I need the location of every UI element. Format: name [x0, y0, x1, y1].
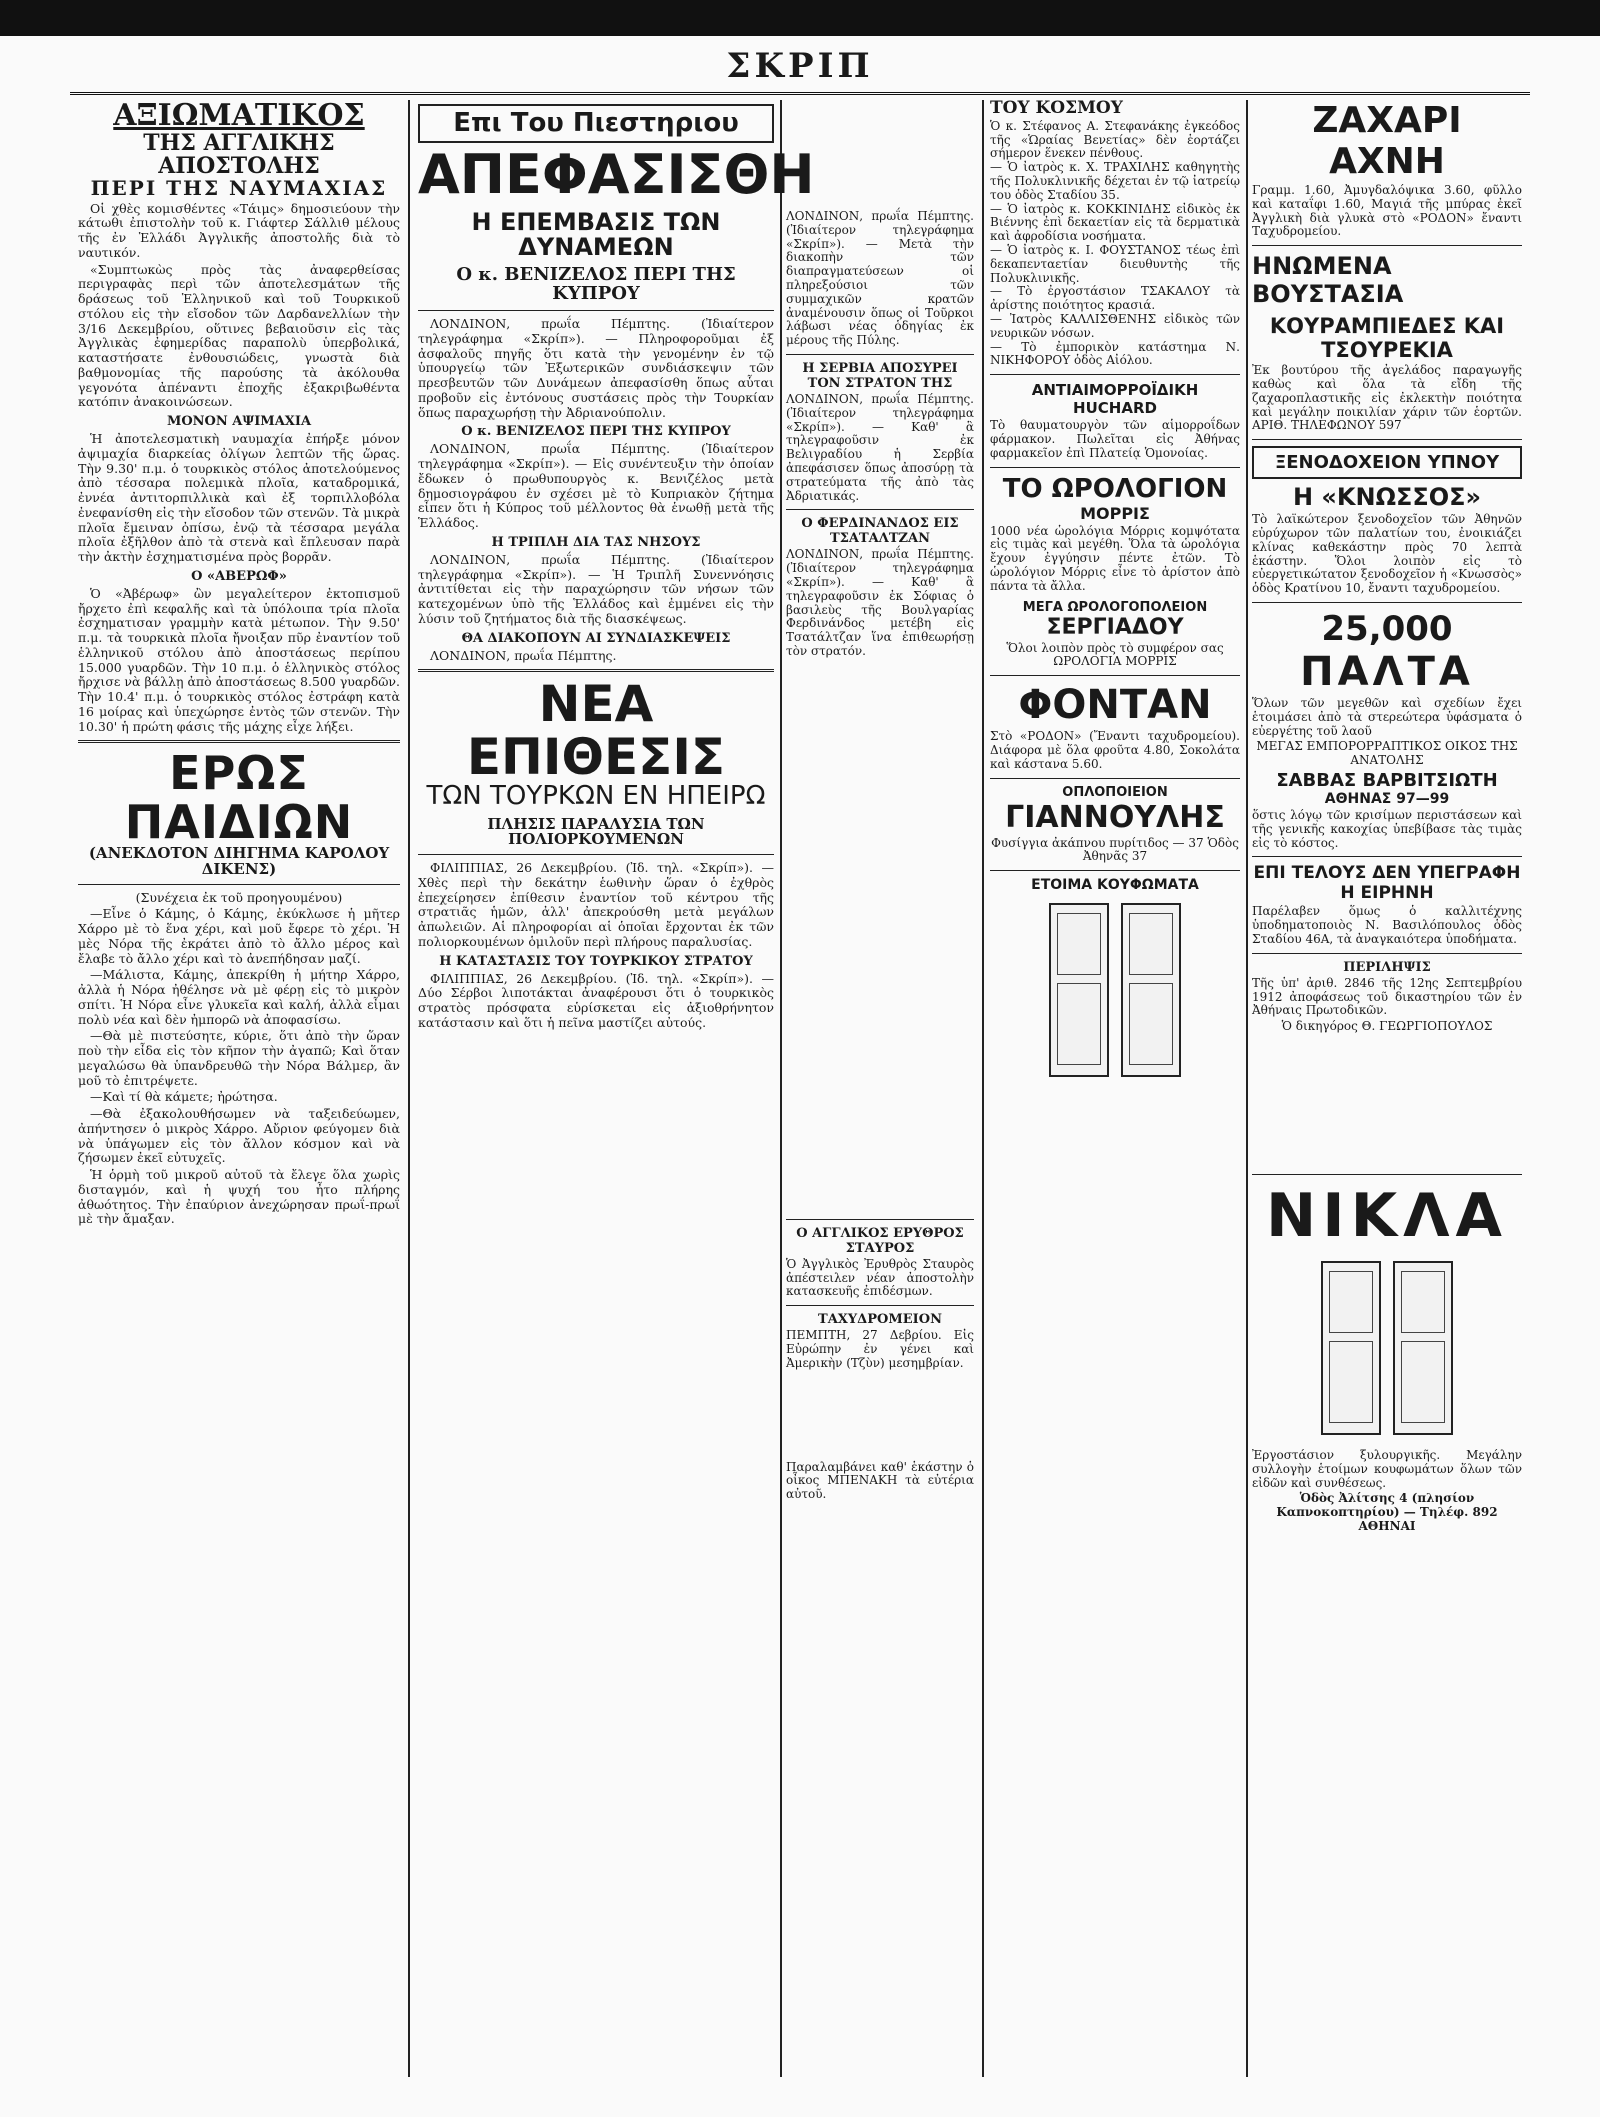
ad-coats-address: ΑΘΗΝΑΣ 97—99 [1324, 790, 1450, 807]
subheading: Η ΚΑΤΑΣΤΑΣΙΣ ΤΟΥ ΤΟΥΡΚΙΚΟΥ ΣΤΡΑΤΟΥ [439, 953, 753, 969]
ad-dairy-title: ΗΝΩΜΕΝΑ ΒΟΥΣΤΑΣΙΑ [1252, 252, 1404, 309]
headline-venizelos: Ο κ. ΒΕΝΙΖΕΛΟΣ ΠΕΡΙ ΤΗΣ ΚΥΠΡΟΥ [456, 264, 736, 305]
press-banner [418, 104, 774, 143]
article-body [78, 202, 400, 411]
headline-turks-epirus: ΤΩΝ ΤΟΥΡΚΩΝ ΕΝ ΗΠΕΙΡΩ [426, 781, 766, 812]
paragraph: — Ὁ ἰατρὸς κ. Ι. ΦΟΥΣΤΑΝΟΣ τέως ἐπὶ δεκαπενταετίαν διευθυντὴς τῆς Πολυκλινικῆς. [990, 243, 1240, 285]
headline-intervention: Η ΕΠΕΜΒΑΣΙΣ ΤΩΝ ΔΥΝΑΜΕΩΝ [471, 207, 721, 262]
column-rule [1246, 100, 1248, 2077]
ad-shoes-text: Παρέλαβεν ὅμως ὁ καλλιτέχνης ὑποδηματοποιὸς Ν. Βασιλόπουλος ὁδὸς Σταδίου 46Α, τὰ ἀναγκαιότερα ὑποδήματα. [1252, 904, 1522, 946]
paragraph: —Θὰ μὲ πιστεύσητε, κύριε, ὅτι ἀπὸ τὴν ὥραν ποὺ τὴν εἶδα εἰς τὸν κῆπον τὴν ἀγαπῶ; Καὶ ὅταν μεγαλώσω θὰ ὑπανδρευθῶ τὴν Νόρα Βάλμερ, ἂν μοῦ τὸ ἐπιτρέψετε. [78, 1028, 400, 1088]
divider [1252, 1174, 1522, 1175]
ad-nikla-address: Ὁδὸς Ἀλίτσης 4 (πλησίον Καπνοκοπτηρίου) — Τηλέφ. 892 ΑΘΗΝΑΙ [1276, 1491, 1498, 1533]
article-body [786, 393, 974, 503]
divider [990, 675, 1240, 676]
paragraph: ΛΟΝΔΙΝΟΝ, πρωΐα Πέμπτης. (Ἰδιαίτερον τηλεγράφημα «Σκρίπ»). — Καθ' ἃ τηλεγραφοῦσιν ἐκ Βελιγραδίου ἡ Σερβία ἀπεφάσισεν ὅπως ἀποσύρῃ τὰ στρατεύματα τῆς ἀπὸ τὰς Ἀδριατικάς. [786, 391, 974, 503]
divider [78, 884, 400, 885]
divider [1252, 439, 1522, 440]
divider [1252, 856, 1522, 857]
paragraph: —Εἶνε ὁ Κάμης, ὁ Κάμης, ἐκύκλωσε ἡ μῆτερ Χάρρο μὲ τὸ ἕνα χέρι, καὶ μοῦ ἔφερε τὸ χέρι. Ἡ μὲς Νόρα τῆς ἐκράτει ἀπὸ τὸ ἄλλο μέρος καὶ ἔλαβε τὸ ἄλλο χέρι καὶ τὸ ἀνεπήδησαν μαζί. [78, 906, 400, 966]
divider [990, 374, 1240, 375]
divider [1252, 245, 1522, 246]
column-rule [780, 100, 782, 2077]
column-3 [786, 100, 974, 2077]
paragraph: Ὁ Ἀγγλικὸς Ἐρυθρὸς Σταυρὸς ἀπέστειλεν νέαν ἀποστολὴν κατασκευῆς ἐπιδέσμων. [786, 1256, 974, 1299]
subheading: Ο κ. ΒΕΝΙΖΕΛΟΣ ΠΕΡΙ ΤΗΣ ΚΥΠΡΟΥ [461, 424, 731, 440]
paragraph: — Ὁ ἰατρὸς κ. ΚΟΚΚΙΝΙΔΗΣ εἰδικὸς ἐκ Βιέννης ἐπὶ δεκαετίαν εἰς τὰ δερματικὰ καὶ ἀφροδίσια νοσήματα. [990, 201, 1240, 244]
article-body [78, 587, 400, 735]
paragraph: — Ἰατρὸς ΚΑΛΛΙΣΘΕΝΗΣ εἰδικὸς τῶν νευρικῶν νόσων. [990, 312, 1240, 340]
headline-paralysis: ΠΛΗΣΙΣ ΠΑΡΑΛΥΣΙΑ ΤΩΝ ΠΟΛΙΟΡΚΟΥΜΕΝΩΝ [487, 814, 705, 849]
divider [990, 870, 1240, 871]
divider [990, 778, 1240, 779]
subheading: ΤΑΧΥΔΡΟΜΕΙΟΝ [818, 1312, 942, 1328]
ad-nikla-title: ΝΙΚΛΑ [1266, 1180, 1508, 1251]
article-body [786, 1258, 974, 1299]
story-subtitle: (ΑΝΕΚΔΟΤΟΝ ΔΙΗΓΗΜΑ ΚΑΡΟΛΟΥ ΔΙΚΕΝΣ) [88, 844, 390, 878]
divider [418, 669, 774, 672]
article-body [418, 553, 774, 627]
article-body [418, 442, 774, 531]
article-body [786, 210, 974, 348]
paragraph: Ὁ κ. Στέφανος Α. Στεφανάκης ἐγκεόδος τῆς «Ὡραίας Βενετίας» δὲν ἑορτάζει σήμερον ἕνεκεν πένθους. [990, 118, 1240, 161]
divider [786, 1305, 974, 1306]
headline-new-attack: ΝΕΑ ΕΠΙΘΕΣΙΣ [466, 675, 726, 786]
ad-dairy-text: Ἐκ βουτύρου τῆς ἀγελάδος παραγωγῆς καθὼς καὶ ὅλα τὰ εἴδη τῆς ζαχαροπλαστικῆς εἰς ἐκλεκτὴν ποιότητα καὶ μεγάλην ποικιλίαν χάριν τῶν ἑορτῶν. ΑΡΙΘ. ΤΗΛΕΦΩΝΟΥ 597 [1252, 363, 1522, 433]
ad-watchshop-text: Ὅλοι λοιπὸν πρὸς τὸ συμφέρον σας ΩΡΟΛΟΓΙΑ ΜΟΡΡΙΣ [1006, 640, 1224, 669]
column-2 [418, 100, 815, 2077]
paragraph: Ἡ ἀποτελεσματικὴ ναυμαχία ἐπήρξε μόνον ἀψιμαχία διαρκείας ὀλίγων λεπτῶν τῆς ὥρας. Τὴν 9.30' π.μ. ὁ τουρκικὸς στόλος ἀποτελούμενος ἀπὸ τέσσαρα πολεμικὰ πλοῖα, καταδρομικά, ἐννέα ἀντιτορπιλλικὰ καὶ ἐξ τορπιλλοβόλα ἐνεφανίσθη εἰς τὴν εἴσοδον τῶν στενῶν. Τὰ μικρὰ πλοῖα ἔμειναν ὀπίσω, ἐνῷ τὰ τέσσαρα μεγάλα πλοῖα ἐξῆλθον ἀπὸ τὰ στενὰ καὶ ἔπλευσαν παρὰ τὴν ἀκτὴν ἐσχηματισμένα πρὸς βορρᾶν. [78, 431, 400, 565]
door-illustration [1049, 903, 1109, 1077]
paragraph: ΛΟΝΔΙΝΟΝ, πρωΐα Πέμπτης. (Ἰδιαίτερον τηλεγράφημα «Σκρίπ»). — Καθ' ἃ τηλεγραφοῦσιν ἐκ Σόφιας ὁ βασιλεὺς τῆς Βουλγαρίας Φερδινάνδος μετέβη εἰς Τσατάλτζαν ἵνα ἐπιθεωρήσῃ τὸν στρατόν. [786, 547, 974, 658]
paragraph: Παραλαμβάνει καθ' ἑκάστην ὁ οἶκος ΜΠΕΝΑΚΗ τὰ εὐτέρια αὐτοῦ. [786, 1459, 974, 1502]
paragraph: ΛΟΝΔΙΝΟΝ, πρωΐα Πέμπτης. (Ἰδιαίτερον τηλεγράφημα «Σκρίπ»). — Πληροφοροῦμαι ἐξ ἀσφαλοῦς πηγῆς ὅτι κατὰ τὴν γενομένην ἐν τῷ ὑπουργείῳ τῶν Ἐξωτερικῶν συνδιάσκεψιν τῶν πρεσβευτῶν τῶν Δυνάμεων ἀπεφασίσθη ὅπως αὗται προβοῦν εἰς ἐντόνους συστάσεις πρὸς τὴν Τουρκίαν ὅπως παραχωρήσῃ τὴν Ἀδριανούπολιν. [418, 316, 774, 420]
subheading: Η ΤΡΙΠΛΗ ΔΙΑ ΤΑΣ ΝΗΣΟΥΣ [491, 534, 701, 550]
press-banner-text: Επι Του Πιεστηριου [453, 108, 739, 138]
ad-watch-brand: ΜΟΡΡΙΣ [1080, 503, 1150, 523]
ad-watch-title: ΤΟ ΩΡΟΛΟΓΙΟΝ [1002, 473, 1228, 504]
subheading: Ο «ΑΒΕΡΩΦ» [191, 568, 287, 584]
column-rule [982, 100, 984, 2077]
headline-mission: ΤΗΣ ΑΓΓΛΙΚΗΣ ΑΠΟΣΤΟΛΗΣ [143, 129, 335, 179]
paragraph: ΛΟΝΔΙΝΟΝ, πρωΐα Πέμπτης. [430, 647, 617, 663]
article-body [78, 432, 400, 565]
column-5 [1252, 100, 1522, 2077]
ad-coats-prices: ὅστις λόγῳ τῶν κρισίμων περιστάσεων καὶ τῆς γενικῆς κακοχίας ὑπεβίβασε τὰς τιμὰς εἰς τὸ κόστος. [1252, 807, 1522, 850]
divider [1252, 602, 1522, 603]
paragraph: — Τὸ ἐργοστάσιον ΤΣΑΚΑΛΟΥ τὰ ἀρίστης ποιότητος κρασιά. [990, 284, 1240, 313]
paragraph: —Καὶ τί θὰ κάμετε; ἠρώτησα. [90, 1089, 278, 1105]
paragraph: — Ὁ ἰατρὸς κ. Χ. ΤΡΑΧΙΛΗΣ καθηγητὴς τῆς Πολυκλινικῆς δέχεται ἐν τῷ ἰατρείῳ του ὁδὸς Σταδίου 35. [990, 160, 1240, 202]
paragraph: ΛΟΝΔΙΝΟΝ, πρωΐα Πέμπτης. (Ἰδιαίτερον τηλεγράφημα «Σκρίπ»). — Μετὰ τὴν διακοπὴν τῶν διαπραγματεύσεων οἱ πληρεξούσιοι τῶν συμμαχικῶν κρατῶν ἀναμένουσιν ὅπως οἱ Τοῦρκοι λάβωσι νέας ὁδηγίας ἐκ μέρους τῆς Πύλης. [786, 209, 974, 348]
legal-signature: Ὁ δικηγόρος Θ. ΓΕΩΡΓΙΟΠΟΥΛΟΣ [1281, 1019, 1493, 1034]
headline-naval-battle: ΠΕΡΙ ΤΗΣ ΝΑΥΜΑΧΙΑΣ [90, 175, 388, 200]
ad-gunsmith-text: Φυσίγγια ἀκάπνου πυρίτιδος — 37 Ὁδὸς Ἀθηνᾶς 37 [991, 835, 1239, 864]
paragraph: «Συμπτωκὼς πρὸς τὰς ἀναφερθείσας περιγραφὰς περὶ τῶν ἀποτελεσμάτων τῆς δράσεως τοῦ Ἑλληνικοῦ καὶ τοῦ Τουρκικοῦ στόλου εἰς τὴν εἴσοδον τῶν Δαρδανελλίων τὴν 3/16 Δεκεμβρίου, οὕτινες βεβαιοῦσιν εἰς τὰς Ἀγγλικὰς ἐφημερίδας παραπολὺ ὑπερβολικά, καταστήσατε ἐνθουσιώδεις, γνωστὰ διὰ βαθμονομίας τῆς παρούσης τὰ ἀκόλουθα γεγονότα ἀπέναντι ἐποχῆς ἐξακριβωθέντα κατόπιν ἀνακοινώσεων. [78, 261, 400, 410]
top-black-border [0, 0, 1600, 36]
door-illustration [1321, 1261, 1381, 1435]
ad-gunsmith-title: ΟΠΛΟΠΟΙΕΙΟΝ [1062, 784, 1168, 800]
ad-coats-title: ΠΑΛΤΑ [1300, 648, 1474, 695]
article-body [786, 1461, 974, 1502]
article-body [418, 317, 774, 420]
article-body [786, 1329, 974, 1370]
headline-childrens-love: ΕΡΩΣ ΠΑΙΔΙΩΝ [124, 746, 354, 849]
ad-sugar-text: Γραμμ. 1.60, Ἀμυγδαλόψικα 3.60, φῦλλο καὶ καταΐφι 1.60, Μαγιά τῆς μπύρας ἐκεῖ Ἀγγλικὴ διὰ γλυκὰ στὸ «ΡΟΔΟΝ» ἔναντι Ταχυδρομείου. [1252, 183, 1522, 239]
article-body [418, 649, 774, 664]
article-body [418, 861, 774, 950]
headline-officer: ΑΞΙΩΜΑΤΙΚΟΣ [113, 98, 365, 133]
paragraph: (Συνέχεια ἐκ τοῦ προηγουμένου) [135, 889, 343, 905]
divider [786, 354, 974, 355]
divider [1252, 953, 1522, 954]
ad-fondant-title: ΦΟΝΤΑΝ [1018, 682, 1212, 729]
paragraph: ΦΙΛΙΠΠΙΑΣ, 26 Δεκεμβρίου. (Ἰδ. τηλ. «Σκρίπ»). — Χθὲς περὶ τὴν δεκάτην ἑωθινὴν ὥραν ὁ ἐχθρὸς ἐπεχείρησεν ἐπίθεσιν ἐναντίον τοῦ κέντρου τῆς στρατιᾶς ἡμῶν, ἀλλ' ἀπεκρούσθη μετὰ μεγάλων ἀπωλειῶν. Αἱ πληροφορίαι αἱ ὁποῖαι ἔρχονται ἐκ τῶν πολιορκουμένων ὁμιλοῦν περὶ πλήρους παραλυσίας. [418, 860, 774, 949]
divider [786, 1219, 974, 1220]
article-body [418, 972, 774, 1031]
paragraph: ΛΟΝΔΙΝΟΝ, πρωΐα Πέμπτης. (Ἰδιαίτερον τηλεγράφημα «Σκρίπ»). — Ἡ Τριπλῆ Συνεννόησις ἀντιτίθεται εἰς τὴν παραχώρησιν τῶν νήσων τῶν κατεχομένων ὑπὸ τῆς Ἑλλάδος καὶ ἐμμένει εἰς τὴν λύσιν τοῦ ζητήματος διὰ τῆς διασκέψεως. [418, 551, 774, 626]
masthead-title: ΣΚΡΙΠ [726, 46, 874, 86]
paragraph: —Μάλιστα, Κάμης, ἀπεκρίθη ἡ μήτηρ Χάρρο, ἀλλὰ ἡ Νόρα ἠθέλησε νὰ μὲ φέρῃ εἰς τὸ μικρὸν σπίτι. Ἡ Νόρα εἶνε γλυκεῖα καὶ καλή, ἀλλὰ εἶμαι πολὺ νέα καὶ δὲν ἠμπορῶ νὰ ἀποφασίσω. [78, 967, 400, 1027]
society-body [990, 120, 1240, 368]
ad-frames-title: ΕΤΟΙΜΑ ΚΟΥΦΩΜΑΤΑ [1031, 877, 1199, 894]
door-illustration [1121, 903, 1181, 1077]
ad-dairy-products: ΚΟΥΡΑΜΠΙΕΔΕΣ ΚΑΙ ΤΣΟΥΡΕΚΙΑ [1269, 314, 1505, 363]
ad-hemorrhoid-title: ΑΝΤΙΑΙΜΟΡΡΟΪΔΙΚΗ ΗUCHARD [1031, 381, 1199, 418]
paragraph: Ἡ ὁρμὴ τοῦ μικροῦ αὐτοῦ τὰ ἔλεγε ὅλα χωρὶς δισταγμόν, καὶ ἡ ψυχή του ἦτο πλήρης ἀθωότητος. Τὴν ἐπαύριον ἀνεχώρησαν πρωΐ-πρωΐ μὲ τὴν ἄμαξαν. [78, 1167, 400, 1227]
ad-coats-name: ΣΑΒΒΑΣ ΒΑΡΒΙΤΣΙΩΤΗ [1276, 769, 1498, 791]
society-heading: ΤΟΥ ΚΟΣΜΟΥ [990, 98, 1123, 118]
ad-coats-text: Ὅλων τῶν μεγεθῶν καὶ σχεδίων ἔχει ἑτοιμάσει ἀπὸ τὰ στερεώτερα ὑφάσματα ὁ εὐεργέτης τοῦ λαοῦ [1252, 695, 1522, 738]
divider [418, 854, 774, 855]
masthead-rule [70, 92, 1530, 95]
paragraph: ΛΟΝΔΙΝΟΝ, πρωΐα Πέμπτης. (Ἰδιαίτερον τηλεγράφημα «Σκρίπ»). — Εἰς συνέντευξιν τὴν ὁποίαν ἔδωκεν ὁ πρωθυπουργὸς κ. Βενιζέλος μετὰ δημοσιογράφου ἐν σχέσει μὲ τὸ Κυπριακὸν ζήτημα εἶπεν ὅτι ἡ Κύπρος τοῦ μέλλοντος θὰ ἑνωθῇ μετὰ τῆς Ἑλλάδος. [418, 441, 774, 531]
ad-coats-count: 25,000 [1321, 608, 1453, 649]
subheading: ΘΑ ΔΙΑΚΟΠΟΥΝ ΑΙ ΣΥΝΔΙΑΣΚΕΨΕΙΣ [461, 630, 731, 646]
divider [418, 310, 774, 311]
door-illustrations [990, 903, 1240, 1081]
paragraph: Οἱ χθὲς κομισθέντες «Τάιμς» δημοσιεύουν τὴν κάτωθι ἐπιστολὴν τοῦ κ. Γιάφτερ Σάλλιθ μέλους τῆς ἐν Ἑλλάδι Ἀγγλικῆς ἀποστολῆς διὰ τὸ ναυτικόν. [78, 200, 400, 260]
ad-sugar-title: ΖΑΧΑΡΙ ΑΧΝΗ [1312, 100, 1462, 182]
ad-watchshop-title: ΜΕΓΑ ΩΡΟΛΟΓΟΠΟΛΕΙΟΝ [1022, 599, 1208, 615]
door-illustration [1393, 1261, 1453, 1435]
column-4 [990, 100, 1240, 2077]
headline-decided: ΑΠΕΦΑΣΙΣΘΗ [418, 143, 815, 207]
ad-hotel-name: Η «ΚΝΩΣΣΟΣ» [1292, 483, 1482, 512]
ad-coats-house: ΜΕΓΑΣ ΕΜΠΟΡΟΡΡΑΠΤΙΚΟΣ ΟΙΚΟΣ ΤΗΣ ΑΝΑΤΟΛΗΣ [1256, 739, 1518, 768]
subheading: ΜΟΝΟΝ ΑΨΙΜΑΧΙΑ [166, 414, 312, 430]
ad-gunsmith-name: ΓΙΑΝΝΟΥΛΗΣ [1005, 799, 1225, 835]
ad-shoes-title: ΕΠΙ ΤΕΛΟΥΣ ΔΕΝ ΥΠΕΓΡΑΦΗ Η ΕΙΡΗΝΗ [1253, 863, 1521, 904]
paragraph: —Θὰ ἐξακολουθήσωμεν νὰ ταξειδεύωμεν, ἀπήντησεν ὁ μικρὸς Χάρρο. Αὔριον φεύγομεν διὰ νὰ ὑπάγωμεν εἰς τὸν ἄλλον κόσμον καὶ νὰ ζήσωμεν ἐκεῖ εὐτυχεῖς. [78, 1106, 400, 1166]
ad-nikla-text: Ἐργοστάσιον ξυλουργικῆς. Μεγάλην συλλογὴν ἑτοίμων κουφωμάτων ὅλων τῶν εἰδῶν καὶ συνθέσεως. [1252, 1447, 1522, 1490]
ad-watchshop-name: ΣΕΡΓΙΑΔΟΥ [1046, 614, 1184, 640]
subheading: Ο ΦΕΡΔΙΝΑΝΔΟΣ ΕΙΣ ΤΣΑΤΑΛΤΖΑΝ [801, 516, 959, 547]
ad-hemorrhoid-text: Τὸ θαυματουργὸν τῶν αἱμορροΐδων φάρμακον. Πωλεῖται εἰς Ἀθήνας φαρμακεῖον ἐπὶ Πλατείᾳ Ὁμονοίας. [990, 418, 1240, 460]
divider [78, 740, 400, 743]
divider [990, 467, 1240, 468]
subheading: Η ΣΕΡΒΙΑ ΑΠΟΣΥΡΕΙ ΤΟΝ ΣΤΡΑΤΟΝ ΤΗΣ [802, 360, 958, 391]
column-rule [408, 100, 410, 2077]
paragraph: ΦΙΛΙΠΠΙΑΣ, 26 Δεκεμβρίου. (Ἰδ. τηλ. «Σκρίπ»). — Δύο Σέρβοι λιποτάκται ἀναφέρουσι ὅτι ὁ τουρκικὸς στρατὸς πρόσφατα εὑρίσκεται εἰς ἀξιοθρήνητον κατάστασιν καὶ ὅτι ἡ πεῖνα μαστίζει αὐτούς. [418, 970, 774, 1030]
ad-fondant-text: Στὸ «ΡΟΔΟΝ» (Ἔναντι ταχυδρομείου). Διάφορα μὲ ὅλα φροῦτα 4.80, Σοκολάτα καὶ κάστανα 5.60. [990, 729, 1240, 771]
ad-hotel-text: Τὸ λαϊκώτερον ξενοδοχεῖον τῶν Ἀθηνῶν εὐρύχωρον τῶν παλατίων του, ἐνοικιάζει κλίνας καθεκάστην πρὸς 70 λεπτὰ ἑκάστην. Ὅλοι λοιπὸν εἰς τὸ εὐεργετικώτατον ξενοδοχεῖον ἡ «Κνωσσὸς» ὁδὸς Κρατίνου 10, ἔναντι ταχυδρομείου. [1252, 512, 1522, 596]
paragraph: — Τὸ ἐμπορικὸν κατάστημα Ν. ΝΙΚΗΦΟΡΟΥ ὁδὸς Αἰόλου. [990, 339, 1240, 368]
legal-heading: ΠΕΡΙΛΗΨΙΣ [1343, 959, 1431, 975]
story-body [78, 891, 400, 1228]
article-body [786, 548, 974, 658]
paragraph: Ὁ «Ἀβέρωφ» ὢν μεγαλείτερον ἐκτοπισμοῦ ἤρχετο ἐπὶ κεφαλῆς καὶ τὰ ὑπόλοιπα τρία πλοῖα ἐσχηματισαν γραμμὴν κατὰ μέτωπον. Τὴν 9.50' π.μ. τὰ τουρκικὰ πλοῖα ἤνοιξαν πῦρ ἐναντίον τοῦ ἑλληνικοῦ στόλου ἀπὸ ἀποστάσεως περίπου 15.000 γυαρδῶν. Τὴν 10 π.μ. ὁ ἑλληνικὸς στόλος ἤρχισε νὰ βάλλῃ ἀπὸ ἀποστάσεως 8.500 γυαρδῶν. Τὴν 10.4' π.μ. ὁ τουρκικὸς στόλος ἐστράφη κατὰ 16 μοίρας καὶ ὑπεχώρησε ἐντὸς τῶν στενῶν. Τὴν 10.30' ἡ πρώτη φάσις τῆς μάχης εἶχε λήξει. [78, 585, 400, 734]
subheading: Ο ΑΓΓΛΙΚΟΣ ΕΡΥΘΡΟΣ ΣΤΑΥΡΟΣ [796, 1225, 964, 1256]
paragraph: ΠΕΜΠΤΗ, 27 Δεβρίου. Εἰς Εὐρώπην ἐν γένει καὶ Ἀμερικὴν (Τζὺν) μεσημβρίαν. [786, 1328, 974, 1370]
door-illustrations [1252, 1261, 1522, 1439]
ad-hotel-title: ΞΕΝΟΔΟΧΕΙΟΝ ΥΠΝΟΥ [1274, 452, 1500, 474]
ad-watch-text: 1000 νέα ὡρολόγια Μόρρις κομψότατα εἰς τιμὰς καὶ μεγέθη. Ὅλα τὰ ὡρολόγια ἔχουν ἐγγύησιν πέντε ἐτῶν. Τὸ ὡρολόγιον Μόρρις εἶνε τὸ ἀρίστον ἀπὸ πάντα τὰ ἄλλα. [990, 523, 1240, 593]
divider [786, 509, 974, 510]
ad-hotel-box [1252, 446, 1522, 479]
column-1 [78, 100, 400, 2077]
legal-text: Τῆς ὑπ' ἀριθ. 2846 τῆς 12ης Σεπτεμβρίου 1912 ἀποφάσεως τοῦ δικαστηρίου τῶν ἐν Ἀθήναις Πρωτοδικῶν. [1252, 975, 1522, 1018]
